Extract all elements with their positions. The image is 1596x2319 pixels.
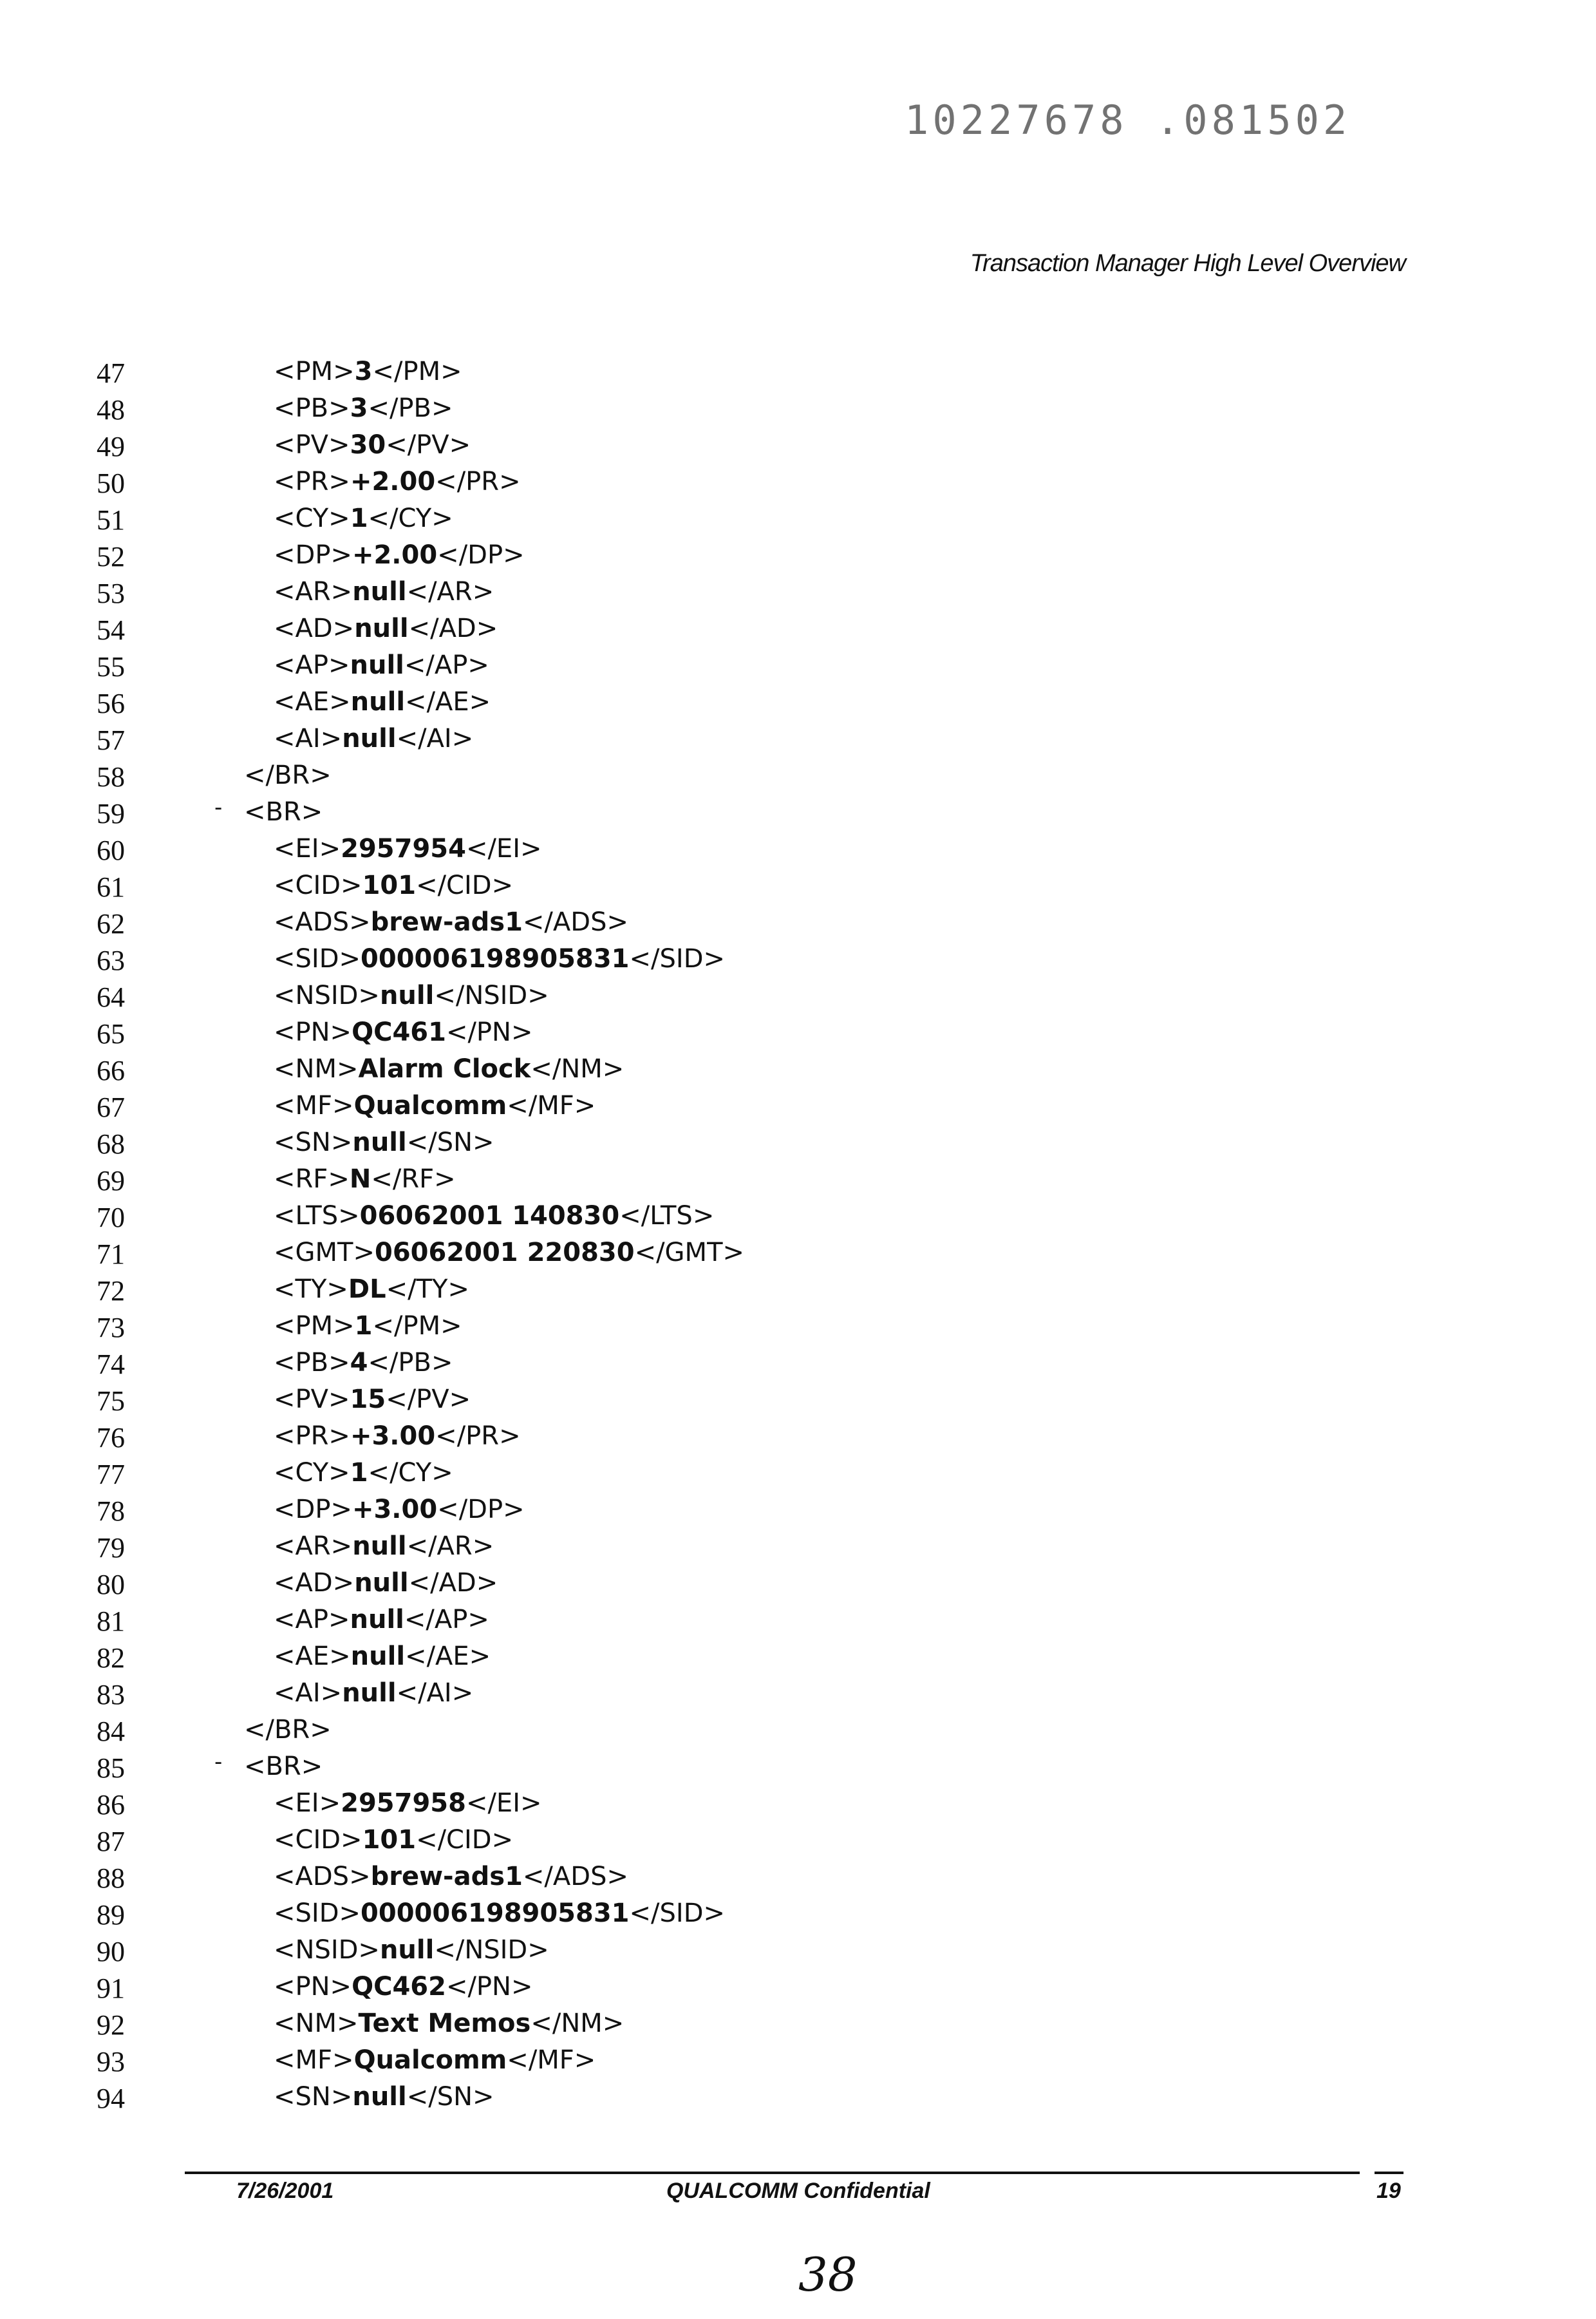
element-value: null [351, 687, 405, 717]
code-text: </BR> [244, 761, 332, 790]
line-number: 83 [97, 1678, 125, 1711]
code-text: <AR>null</AR> [274, 577, 494, 607]
code-line [0, 1858, 1596, 1895]
line-number: 48 [97, 393, 125, 426]
element-value: 1 [350, 504, 368, 533]
element-value: +3.00 [352, 1495, 437, 1524]
element-value: 000006198905831 [361, 944, 629, 974]
code-text: <PR>+2.00</PR> [274, 467, 521, 497]
element-value: 4 [350, 1348, 368, 1377]
code-text: <PR>+3.00</PR> [274, 1421, 521, 1451]
code-text: <PV>15</PV> [274, 1385, 471, 1414]
line-number: 49 [97, 430, 125, 463]
code-line [0, 1417, 1596, 1454]
line-number: 59 [97, 797, 125, 830]
element-value: 06062001 220830 [375, 1238, 635, 1267]
code-text: <EI>2957958</EI> [274, 1788, 542, 1818]
code-line [0, 647, 1596, 683]
element-value: 2957958 [341, 1788, 466, 1818]
code-text: <DP>+3.00</DP> [274, 1495, 525, 1524]
code-text: <LTS>06062001 140830</LTS> [274, 1201, 714, 1231]
element-value: 1 [350, 1458, 368, 1488]
element-value: +3.00 [350, 1421, 435, 1451]
element-value: null [352, 577, 406, 607]
line-number: 91 [97, 1972, 125, 2005]
code-line [0, 757, 1596, 793]
line-number: 52 [97, 540, 125, 573]
line-number: 55 [97, 650, 125, 683]
element-value: QC461 [352, 1018, 446, 1047]
element-value: DL [348, 1274, 386, 1304]
element-value: Qualcomm [354, 1091, 507, 1121]
element-value: null [352, 2082, 406, 2112]
code-text: <NSID>null</NSID> [274, 1935, 549, 1965]
code-line [0, 426, 1596, 463]
code-line [0, 1968, 1596, 2005]
line-number: 61 [97, 871, 125, 904]
code-line [0, 536, 1596, 573]
line-number: 81 [97, 1605, 125, 1638]
line-number: 58 [97, 761, 125, 793]
code-text: <DP>+2.00</DP> [274, 540, 525, 570]
element-value: null [351, 1642, 405, 1671]
footer-page-number: 19 [1376, 2179, 1401, 2204]
code-line [0, 2041, 1596, 2078]
code-line [0, 793, 1596, 830]
element-value: 2957954 [341, 834, 466, 864]
code-line [0, 1601, 1596, 1638]
code-text: <AI>null</AI> [274, 1678, 473, 1708]
code-line [0, 1564, 1596, 1601]
element-value: brew-ads1 [371, 907, 523, 937]
line-number: 68 [97, 1128, 125, 1160]
code-text: <CY>1</CY> [274, 504, 453, 533]
line-number: 94 [97, 2082, 125, 2115]
element-value: null [354, 614, 408, 643]
code-text: <MF>Qualcomm</MF> [274, 2045, 596, 2075]
code-text: <AR>null</AR> [274, 1531, 494, 1561]
element-value: null [342, 1678, 396, 1708]
code-text: <PM>3</PM> [274, 357, 462, 386]
code-line [0, 867, 1596, 904]
element-value: brew-ads1 [371, 1862, 523, 1891]
element-value: 101 [362, 1825, 417, 1855]
footer-confidential: QUALCOMM Confidential [666, 2179, 930, 2204]
code-line [0, 1711, 1596, 1748]
code-text: <PB>3</PB> [274, 393, 453, 423]
code-line [0, 610, 1596, 647]
line-number: 79 [97, 1531, 125, 1564]
line-number: 88 [97, 1862, 125, 1895]
code-text: <AD>null</AD> [274, 1568, 498, 1598]
code-text: <TY>DL</TY> [274, 1274, 469, 1304]
code-text: <ADS>brew-ads1</ADS> [274, 1862, 628, 1891]
element-value: null [354, 1568, 408, 1598]
element-value: null [352, 1128, 406, 1157]
footer-rule-short [1375, 2172, 1404, 2174]
element-value: null [380, 1935, 434, 1965]
element-value: null [350, 650, 404, 680]
code-line [0, 1674, 1596, 1711]
line-number: 50 [97, 467, 125, 500]
code-line [0, 904, 1596, 940]
code-line [0, 1931, 1596, 1968]
code-text: <AE>null</AE> [274, 1642, 491, 1671]
code-line [0, 683, 1596, 720]
element-value: +2.00 [350, 467, 435, 497]
code-text: <AP>null</AP> [274, 650, 489, 680]
code-line [0, 1454, 1596, 1491]
line-number: 82 [97, 1642, 125, 1674]
code-text: <MF>Qualcomm</MF> [274, 1091, 596, 1121]
element-value: 06062001 140830 [360, 1201, 620, 1231]
code-line [0, 1784, 1596, 1821]
line-number: 75 [97, 1385, 125, 1417]
code-text: <PN>QC461</PN> [274, 1018, 533, 1047]
document-stamp: 10227678 .081502 [905, 97, 1351, 144]
line-number: 69 [97, 1164, 125, 1197]
code-line [0, 1271, 1596, 1307]
code-listing [0, 353, 1596, 2115]
code-line [0, 1895, 1596, 1931]
code-text: <GMT>06062001 220830</GMT> [274, 1238, 744, 1267]
line-number: 60 [97, 834, 125, 867]
code-line [0, 353, 1596, 390]
line-number: 53 [97, 577, 125, 610]
line-number: 63 [97, 944, 125, 977]
code-line [0, 1491, 1596, 1528]
code-line [0, 573, 1596, 610]
line-number: 54 [97, 614, 125, 647]
element-value: 3 [350, 393, 368, 423]
code-text: <AI>null</AI> [274, 724, 473, 753]
line-number: 86 [97, 1788, 125, 1821]
line-number: 65 [97, 1018, 125, 1050]
code-text: <AE>null</AE> [274, 687, 491, 717]
code-line [0, 830, 1596, 867]
code-text: <BR> [244, 1752, 323, 1781]
line-number: 87 [97, 1825, 125, 1858]
collapse-marker: - [214, 795, 222, 820]
code-line [0, 390, 1596, 426]
element-value: 15 [350, 1385, 386, 1414]
code-line [0, 720, 1596, 757]
line-number: 76 [97, 1421, 125, 1454]
code-text: <PM>1</PM> [274, 1311, 462, 1341]
code-line [0, 2005, 1596, 2041]
code-line [0, 1344, 1596, 1381]
line-number: 73 [97, 1311, 125, 1344]
code-line [0, 1381, 1596, 1417]
code-text: <RF>N</RF> [274, 1164, 456, 1194]
code-text: <EI>2957954</EI> [274, 834, 542, 864]
code-text: <CID>101</CID> [274, 871, 513, 900]
line-number: 70 [97, 1201, 125, 1234]
code-line [0, 1050, 1596, 1087]
code-line [0, 1124, 1596, 1160]
footer-date: 7/26/2001 [236, 2179, 333, 2204]
code-line [0, 940, 1596, 977]
line-number: 93 [97, 2045, 125, 2078]
element-value: 3 [355, 357, 373, 386]
code-line [0, 977, 1596, 1014]
line-number: 71 [97, 1238, 125, 1271]
element-value: Qualcomm [354, 2045, 507, 2075]
footer-rule [185, 2172, 1360, 2174]
code-line [0, 1087, 1596, 1124]
element-value: Alarm Clock [358, 1054, 530, 1084]
element-value: 1 [355, 1311, 373, 1341]
code-text: <ADS>brew-ads1</ADS> [274, 907, 628, 937]
element-value: null [350, 1605, 404, 1634]
line-number: 77 [97, 1458, 125, 1491]
line-number: 56 [97, 687, 125, 720]
code-line [0, 463, 1596, 500]
code-text: <PN>QC462</PN> [274, 1972, 533, 2002]
code-text: <BR> [244, 797, 323, 827]
code-text: <SN>null</SN> [274, 2082, 494, 2112]
line-number: 74 [97, 1348, 125, 1381]
code-text: <CY>1</CY> [274, 1458, 453, 1488]
element-value: N [350, 1164, 371, 1194]
code-line [0, 1197, 1596, 1234]
code-text: </BR> [244, 1715, 332, 1745]
line-number: 78 [97, 1495, 125, 1528]
line-number: 47 [97, 357, 125, 390]
code-text: <AP>null</AP> [274, 1605, 489, 1634]
element-value: Text Memos [358, 2009, 530, 2038]
line-number: 51 [97, 504, 125, 536]
line-number: 64 [97, 981, 125, 1014]
line-number: 67 [97, 1091, 125, 1124]
line-number: 66 [97, 1054, 125, 1087]
code-text: <NM>Alarm Clock</NM> [274, 1054, 624, 1084]
code-line [0, 1821, 1596, 1858]
code-text: <PV>30</PV> [274, 430, 471, 460]
code-line [0, 500, 1596, 536]
element-value: null [380, 981, 434, 1010]
element-value: null [342, 724, 396, 753]
code-text: <NM>Text Memos</NM> [274, 2009, 624, 2038]
code-line [0, 1638, 1596, 1674]
line-number: 84 [97, 1715, 125, 1748]
code-text: <SID>000006198905831</SID> [274, 944, 725, 974]
element-value: 101 [362, 871, 417, 900]
line-number: 62 [97, 907, 125, 940]
code-line [0, 1307, 1596, 1344]
code-text: <PB>4</PB> [274, 1348, 453, 1377]
collapse-marker: - [214, 1749, 222, 1775]
code-text: <NSID>null</NSID> [274, 981, 549, 1010]
element-value: +2.00 [352, 540, 437, 570]
code-line [0, 1234, 1596, 1271]
line-number: 80 [97, 1568, 125, 1601]
code-text: <SN>null</SN> [274, 1128, 494, 1157]
line-number: 92 [97, 2009, 125, 2041]
code-line [0, 1160, 1596, 1197]
element-value: 000006198905831 [361, 1898, 629, 1928]
line-number: 57 [97, 724, 125, 757]
element-value: null [352, 1531, 406, 1561]
running-header: Transaction Manager High Level Overview [970, 250, 1405, 278]
element-value: QC462 [352, 1972, 446, 2002]
code-text: <SID>000006198905831</SID> [274, 1898, 725, 1928]
code-line [0, 1014, 1596, 1050]
line-number: 72 [97, 1274, 125, 1307]
code-text: <CID>101</CID> [274, 1825, 513, 1855]
handwritten-page-number: 38 [798, 2248, 858, 2302]
line-number: 90 [97, 1935, 125, 1968]
code-text: <AD>null</AD> [274, 614, 498, 643]
code-line [0, 1528, 1596, 1564]
element-value: 30 [350, 430, 386, 460]
line-number: 85 [97, 1752, 125, 1784]
code-line [0, 2078, 1596, 2115]
code-line [0, 1748, 1596, 1784]
line-number: 89 [97, 1898, 125, 1931]
